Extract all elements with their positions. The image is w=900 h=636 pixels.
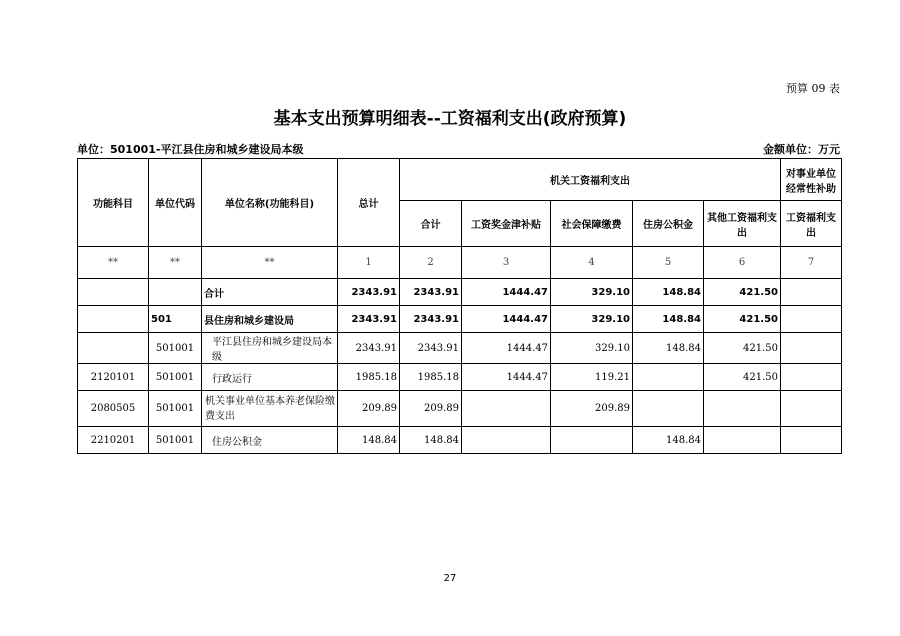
other-cell <box>704 427 781 454</box>
social-cell: 329.10 <box>551 306 633 333</box>
header-name: 单位名称(功能科目) <box>202 159 338 247</box>
func-cell: 2120101 <box>78 364 149 391</box>
header-social: 社会保障缴费 <box>551 201 633 247</box>
code-cell: 501 <box>149 306 202 333</box>
func-cell <box>78 279 149 306</box>
index-cell: 5 <box>633 247 704 279</box>
sub-total-cell: 148.84 <box>400 427 462 454</box>
other-cell: 421.50 <box>704 333 781 364</box>
welfare-cell <box>781 333 842 364</box>
unit-label: 单位：501001-平江县住房和城乡建设局本级 <box>77 143 304 156</box>
sub-total-cell: 2343.91 <box>400 306 462 333</box>
social-cell <box>551 427 633 454</box>
salary-cell: 1444.47 <box>462 333 551 364</box>
header-housing: 住房公积金 <box>633 201 704 247</box>
salary-cell <box>462 427 551 454</box>
header-welfare: 工资福利支出 <box>781 201 842 247</box>
header-salary: 工资奖金津补贴 <box>462 201 551 247</box>
name-cell: 平江县住房和城乡建设局本级 <box>202 333 338 364</box>
header-func: 功能科目 <box>78 159 149 247</box>
total-cell: 2343.91 <box>338 333 400 364</box>
total-cell: 1985.18 <box>338 364 400 391</box>
other-cell: 421.50 <box>704 306 781 333</box>
form-number: 预算 09 表 <box>786 82 840 95</box>
housing-cell: 148.84 <box>633 333 704 364</box>
total-cell: 2343.91 <box>338 306 400 333</box>
housing-cell: 148.84 <box>633 306 704 333</box>
salary-cell <box>462 391 551 427</box>
welfare-cell <box>781 279 842 306</box>
welfare-cell <box>781 364 842 391</box>
housing-cell <box>633 391 704 427</box>
table-row <box>78 364 842 391</box>
index-cell: 4 <box>551 247 633 279</box>
table-row <box>78 333 842 364</box>
housing-cell: 148.84 <box>633 427 704 454</box>
welfare-cell <box>781 427 842 454</box>
code-cell: 501001 <box>149 364 202 391</box>
other-cell <box>704 391 781 427</box>
total-cell: 2343.91 <box>338 279 400 306</box>
index-cell: 1 <box>338 247 400 279</box>
index-cell: 7 <box>781 247 842 279</box>
table-row <box>78 427 842 454</box>
code-cell: 501001 <box>149 391 202 427</box>
sub-total-cell: 2343.91 <box>400 333 462 364</box>
salary-cell: 1444.47 <box>462 364 551 391</box>
header-other: 其他工资福利支出 <box>704 201 781 247</box>
name-cell: 行政运行 <box>202 364 338 391</box>
sub-total-cell: 209.89 <box>400 391 462 427</box>
budget-table <box>77 158 842 454</box>
func-cell <box>78 306 149 333</box>
sub-total-cell: 1985.18 <box>400 364 462 391</box>
amount-unit-label: 金额单位：万元 <box>763 143 840 156</box>
social-cell: 329.10 <box>551 279 633 306</box>
table-row <box>78 391 842 427</box>
total-cell: 209.89 <box>338 391 400 427</box>
code-cell <box>149 279 202 306</box>
code-cell: 501001 <box>149 333 202 364</box>
index-cell: ** <box>202 247 338 279</box>
header-sub-total: 合计 <box>400 201 462 247</box>
housing-cell: 148.84 <box>633 279 704 306</box>
index-cell: 3 <box>462 247 551 279</box>
header-total: 总计 <box>338 159 400 247</box>
salary-cell: 1444.47 <box>462 279 551 306</box>
salary-cell: 1444.47 <box>462 306 551 333</box>
name-cell: 合计 <box>202 279 338 306</box>
code-cell: 501001 <box>149 427 202 454</box>
housing-cell <box>633 364 704 391</box>
welfare-cell <box>781 391 842 427</box>
index-cell: ** <box>78 247 149 279</box>
page-number: 27 <box>443 573 457 584</box>
func-cell: 2080505 <box>78 391 149 427</box>
index-cell: ** <box>149 247 202 279</box>
name-cell: 机关事业单位基本养老保险缴费支出 <box>202 391 338 427</box>
social-cell: 119.21 <box>551 364 633 391</box>
header-code: 单位代码 <box>149 159 202 247</box>
header-group: 机关工资福利支出 <box>400 159 781 201</box>
table-row <box>78 306 842 333</box>
func-cell: 2210201 <box>78 427 149 454</box>
other-cell: 421.50 <box>704 364 781 391</box>
welfare-cell <box>781 306 842 333</box>
total-cell: 148.84 <box>338 427 400 454</box>
name-cell: 住房公积金 <box>202 427 338 454</box>
social-cell: 329.10 <box>551 333 633 364</box>
header-group2: 对事业单位经常性补助 <box>781 159 842 201</box>
func-cell <box>78 333 149 364</box>
name-cell: 县住房和城乡建设局 <box>202 306 338 333</box>
table-row <box>78 279 842 306</box>
social-cell: 209.89 <box>551 391 633 427</box>
other-cell: 421.50 <box>704 279 781 306</box>
index-row <box>78 247 842 279</box>
sub-total-cell: 2343.91 <box>400 279 462 306</box>
index-cell: 6 <box>704 247 781 279</box>
index-cell: 2 <box>400 247 462 279</box>
page-title: 基本支出预算明细表--工资福利支出(政府预算) <box>273 109 627 129</box>
